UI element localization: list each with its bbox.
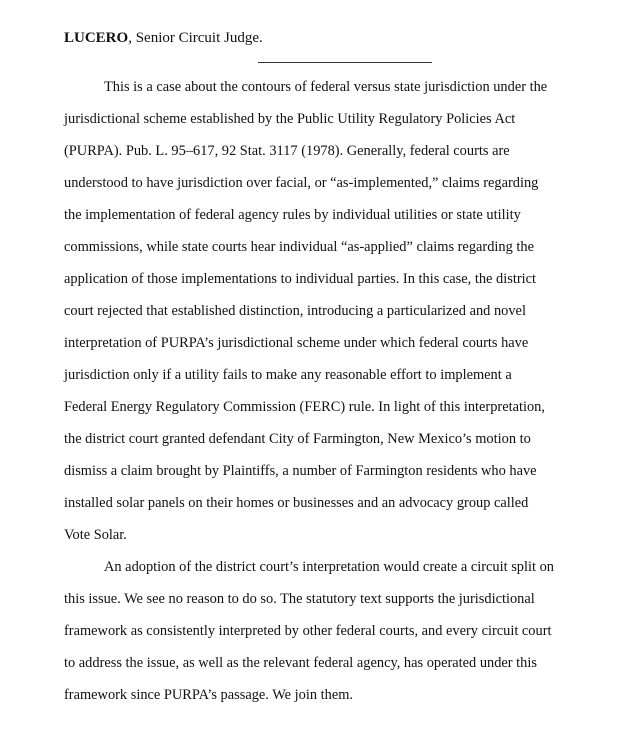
paragraph-1-line: (PURPA). Pub. L. 95–617, 92 Stat. 3117 (1978). Generally, federal courts are <box>64 143 510 159</box>
paragraph-1-line: jurisdiction only if a utility fails to make any reasonable effort to implement a <box>64 367 512 383</box>
paragraph-2-line: framework since PURPA’s passage. We join them. <box>64 687 354 703</box>
paragraph-1-line: the implementation of federal agency rules by individual utilities or state utility <box>64 207 521 223</box>
paragraph-1-line: interpretation of PURPA’s jurisdictional scheme under which federal courts have <box>64 335 529 351</box>
paragraph-1-line: commissions, while state courts hear individual “as-applied” claims regarding the <box>64 239 534 255</box>
section-divider <box>258 62 432 63</box>
judge-name: LUCERO <box>64 30 129 46</box>
opinion-author-heading <box>64 28 263 48</box>
paragraph-1-line: jurisdictional scheme established by the Public Utility Regulatory Policies Act <box>64 111 516 127</box>
paragraph-1-line: understood to have jurisdiction over facial, or “as-implemented,” claims regarding <box>64 175 539 191</box>
paragraph-1-line: dismiss a claim brought by Plaintiffs, a number of Farmington residents who have <box>64 463 537 479</box>
paragraph-1-line: This is a case about the contours of federal versus state jurisdiction under the <box>104 79 548 95</box>
paragraph-2-line: to address the issue, as well as the relevant federal agency, has operated under this <box>64 655 537 671</box>
paragraph-2-line: this issue. We see no reason to do so. The statutory text supports the jurisdictional <box>64 591 535 607</box>
paragraph-1-line: installed solar panels on their homes or businesses and an advocacy group called <box>64 495 529 511</box>
paragraph-1-line: court rejected that established distinction, introducing a particularized and novel <box>64 303 526 319</box>
paragraph-1-line: the district court granted defendant City of Farmington, New Mexico’s motion to <box>64 431 531 447</box>
judge-title: , Senior Circuit Judge. <box>128 30 263 46</box>
paragraph-1-line: Vote Solar. <box>64 527 127 543</box>
paragraph-1-line: application of those implementations to individual parties. In this case, the district <box>64 271 536 287</box>
paragraph-2-line: An adoption of the district court’s interpretation would create a circuit split on <box>104 559 554 575</box>
paragraph-1-line: Federal Energy Regulatory Commission (FERC) rule. In light of this interpretation, <box>64 399 545 415</box>
paragraph-2-line: framework as consistently interpreted by other federal courts, and every circuit court <box>64 623 552 639</box>
